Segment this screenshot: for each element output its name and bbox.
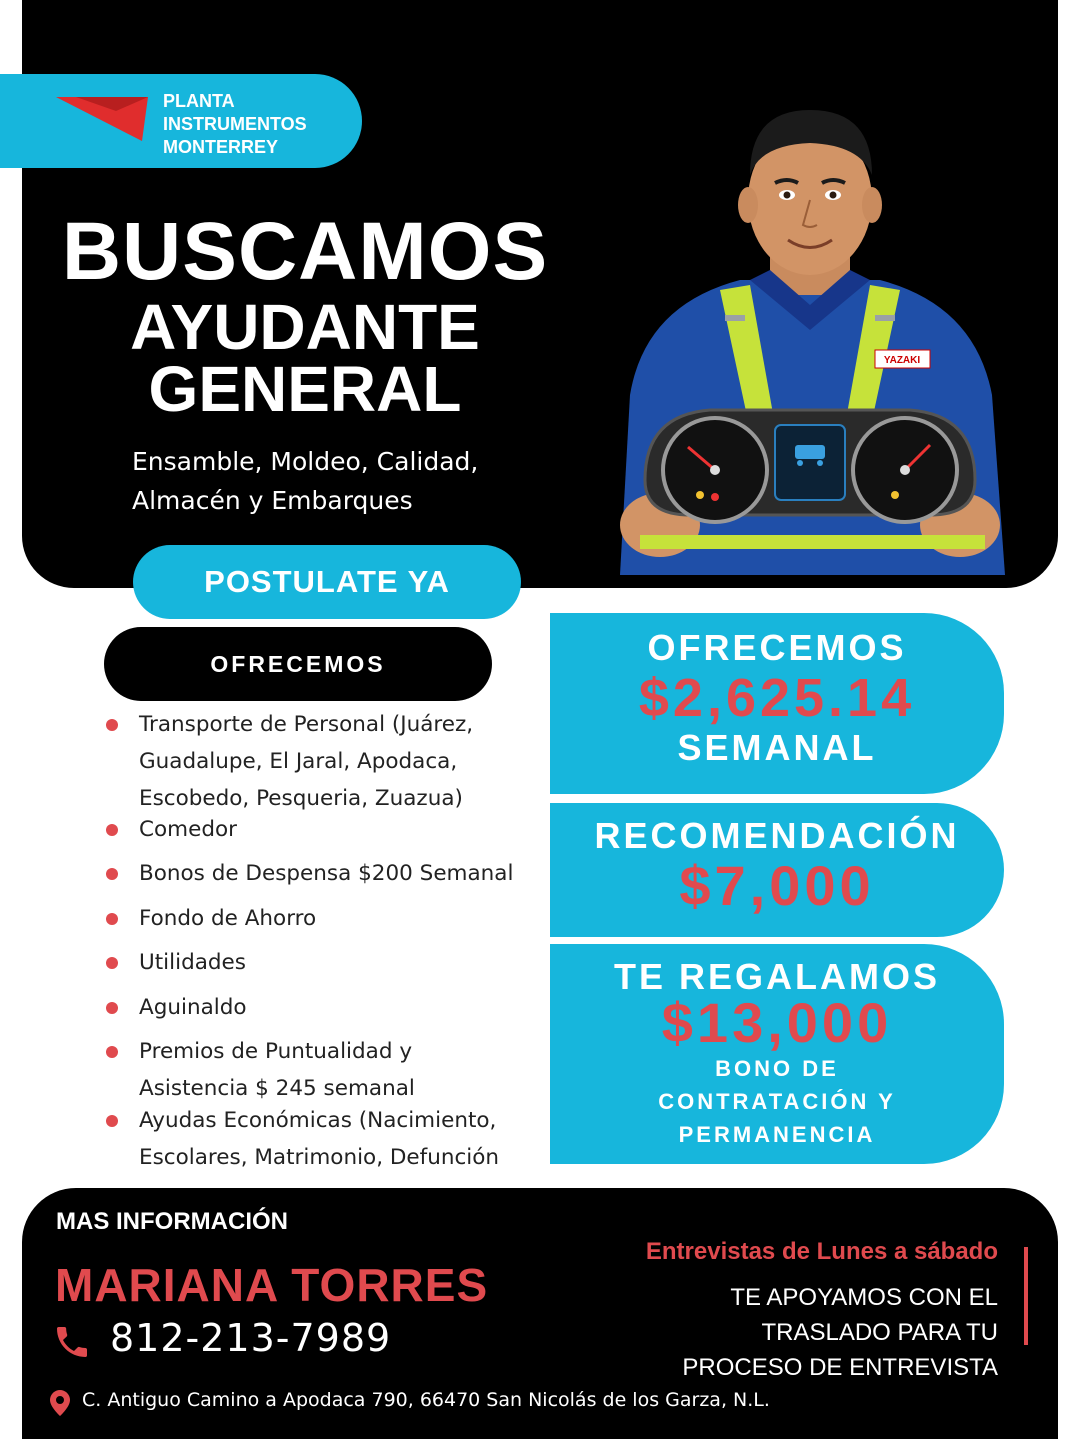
offer-header-pill: OFRECEMOS xyxy=(104,627,492,701)
brand-line: PLANTA xyxy=(163,91,235,111)
bullet-dot-icon xyxy=(106,1002,118,1014)
salary-card xyxy=(550,613,1004,794)
support-line: PROCESO DE ENTREVISTA xyxy=(682,1354,998,1381)
bullet-dot-icon xyxy=(106,957,118,969)
headline-ayudante: AYUDANTE xyxy=(130,291,480,363)
bonus-sub-line: BONO DE xyxy=(715,1056,839,1081)
benefit-line: Utilidades xyxy=(139,950,246,975)
job-areas-line: Almacén y Embarques xyxy=(132,486,413,515)
bonus-card xyxy=(550,944,1004,1164)
benefit-line: Ayudas Económicas (Nacimiento, xyxy=(139,1108,497,1133)
phone-icon xyxy=(52,1322,92,1362)
support-line: TE APOYAMOS CON EL xyxy=(730,1284,998,1311)
headline-general: GENERAL xyxy=(148,353,462,425)
referral-label: RECOMENDACIÓN xyxy=(594,815,960,856)
salary-period: SEMANAL xyxy=(677,727,877,768)
list-item xyxy=(102,1102,542,1176)
contact-name: MARIANA TORRES xyxy=(55,1259,489,1311)
bonus-sub-line: CONTRATACIÓN Y xyxy=(658,1089,896,1114)
worker-holding-instrument-cluster-icon xyxy=(600,95,1020,575)
brand-name xyxy=(163,90,307,159)
jacket-badge-text: YAZAKI xyxy=(883,355,921,366)
benefit-line: Comedor xyxy=(139,817,237,842)
support-line: TRASLADO PARA TU xyxy=(761,1319,998,1346)
referral-amount: $7,000 xyxy=(679,854,875,917)
bullet-dot-icon xyxy=(106,868,118,880)
referral-card xyxy=(550,803,1004,937)
job-areas-line: Ensamble, Moldeo, Calidad, xyxy=(132,447,479,476)
red-arrow-logo-icon xyxy=(56,95,148,143)
divider-bar xyxy=(1024,1247,1028,1345)
list-item xyxy=(102,989,542,1026)
list-item xyxy=(102,706,542,817)
address-text: C. Antiguo Camino a Apodaca 790, 66470 San Nicolás de los Garza, N.L. xyxy=(82,1389,770,1411)
salary-label: OFRECEMOS xyxy=(647,627,907,668)
benefit-line: Asistencia $ 245 semanal xyxy=(139,1076,415,1101)
benefit-line: Guadalupe, El Jaral, Apodaca, xyxy=(139,749,458,774)
interview-days: Entrevistas de Lunes a sábado xyxy=(645,1238,998,1265)
bullet-dot-icon xyxy=(106,1115,118,1127)
benefits-list xyxy=(102,706,542,1176)
benefit-line: Escobedo, Pesqueria, Zuazua) xyxy=(139,786,463,811)
bonus-sub-line: PERMANENCIA xyxy=(678,1122,876,1147)
more-info-label: MAS INFORMACIÓN xyxy=(56,1208,288,1235)
list-item xyxy=(102,944,542,981)
benefit-line: Aguinaldo xyxy=(139,995,247,1020)
benefit-line: Premios de Puntualidad y xyxy=(139,1039,413,1064)
apply-now-button[interactable]: POSTULATE YA xyxy=(133,545,521,619)
phone-number-link[interactable]: 812-213-7989 xyxy=(110,1316,392,1360)
job-areas xyxy=(132,442,478,520)
bullet-dot-icon xyxy=(106,913,118,925)
bullet-dot-icon xyxy=(106,1046,118,1058)
benefit-line: Fondo de Ahorro xyxy=(139,906,317,931)
list-item xyxy=(102,811,542,848)
benefit-line: Bonos de Despensa $200 Semanal xyxy=(139,861,514,886)
bullet-dot-icon xyxy=(106,719,118,731)
bonus-amount: $13,000 xyxy=(661,991,893,1054)
bonus-label: TE REGALAMOS xyxy=(613,956,940,997)
brand-line: MONTERREY xyxy=(163,137,279,157)
salary-amount: $2,625.14 xyxy=(638,668,916,728)
location-pin-icon xyxy=(50,1390,70,1416)
benefit-line: Escolares, Matrimonio, Defunción xyxy=(139,1145,500,1170)
benefit-line: Transporte de Personal (Juárez, xyxy=(139,712,474,737)
brand-line: INSTRUMENTOS xyxy=(163,114,307,134)
transport-support xyxy=(610,1280,998,1385)
bullet-dot-icon xyxy=(106,824,118,836)
headline-buscamos: BUSCAMOS xyxy=(61,206,549,297)
list-item xyxy=(102,855,542,892)
list-item xyxy=(102,900,542,937)
list-item xyxy=(102,1033,542,1107)
